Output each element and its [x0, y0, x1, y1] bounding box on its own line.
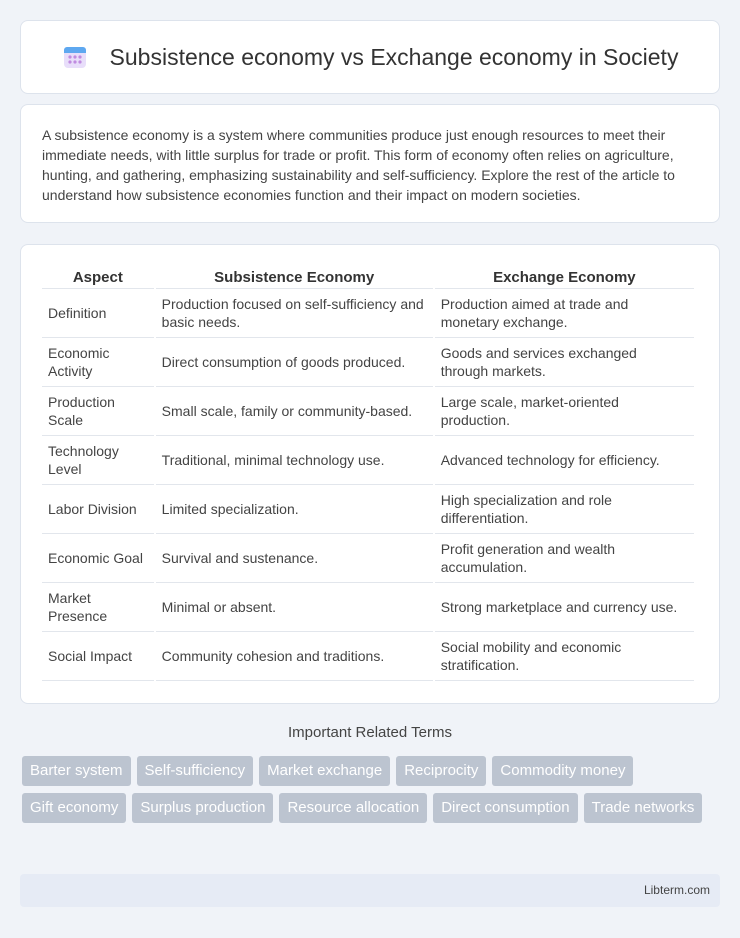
table-row: [42, 632, 694, 681]
exchange-cell: Social mobility and economic stratification.: [435, 632, 694, 681]
related-term-tag[interactable]: Reciprocity: [396, 756, 486, 786]
related-term-tag[interactable]: Self-sufficiency: [137, 756, 254, 786]
header-subsistence: Subsistence Economy: [156, 265, 433, 289]
subsistence-cell: Minimal or absent.: [156, 583, 433, 632]
table-row: [42, 289, 694, 338]
table-row: [42, 387, 694, 436]
table-row: [42, 534, 694, 583]
aspect-cell: Labor Division: [42, 485, 154, 534]
table-row: [42, 583, 694, 632]
exchange-cell: Production aimed at trade and monetary exchange.: [435, 289, 694, 338]
related-term-tag[interactable]: Market exchange: [259, 756, 390, 786]
exchange-cell: Advanced technology for efficiency.: [435, 436, 694, 485]
intro-card: [20, 104, 720, 223]
aspect-cell: Economic Goal: [42, 534, 154, 583]
subsistence-cell: Small scale, family or community-based.: [156, 387, 433, 436]
subsistence-cell: Survival and sustenance.: [156, 534, 433, 583]
related-terms-title: Important Related Terms: [288, 724, 452, 741]
aspect-cell: Social Impact: [42, 632, 154, 681]
related-term-tag[interactable]: Surplus production: [132, 793, 273, 823]
table-row: [42, 485, 694, 534]
aspect-cell: Economic Activity: [42, 338, 154, 387]
related-term-tag[interactable]: Direct consumption: [433, 793, 577, 823]
comparison-table: [40, 265, 696, 681]
subsistence-cell: Traditional, minimal technology use.: [156, 436, 433, 485]
header-aspect: Aspect: [42, 265, 154, 289]
aspect-cell: Production Scale: [42, 387, 154, 436]
related-term-tag[interactable]: Trade networks: [584, 793, 703, 823]
related-term-tag[interactable]: Resource allocation: [279, 793, 427, 823]
exchange-cell: Profit generation and wealth accumulation.: [435, 534, 694, 583]
header-exchange: Exchange Economy: [435, 265, 694, 289]
footer-site-link[interactable]: Libterm.com: [643, 883, 710, 897]
intro-paragraph: A subsistence economy is a system where communities produce just enough resources to meet their immediate needs, with little surplus for trade or profit. This form of economy often relies on agriculture, hunting, and gathering, emphasizing sustainability and self-sufficiency. Explore the rest of the article to understand how subsistence economies function and their impact on modern societies.: [42, 127, 675, 203]
exchange-cell: High specialization and role differentiation.: [435, 485, 694, 534]
footer: [20, 874, 720, 907]
table-header-row: [42, 265, 694, 289]
exchange-cell: Goods and services exchanged through markets.: [435, 338, 694, 387]
exchange-cell: Large scale, market-oriented production.: [435, 387, 694, 436]
page-title: Subsistence economy vs Exchange economy in Society: [109, 43, 679, 70]
aspect-cell: Technology Level: [42, 436, 154, 485]
table-row: [42, 436, 694, 485]
aspect-cell: Market Presence: [42, 583, 154, 632]
exchange-cell: Strong marketplace and currency use.: [435, 583, 694, 632]
table-row: [42, 338, 694, 387]
related-term-tag[interactable]: Commodity money: [492, 756, 633, 786]
subsistence-cell: Limited specialization.: [156, 485, 433, 534]
title-card: [20, 20, 720, 94]
related-term-tag[interactable]: Barter system: [22, 756, 131, 786]
comparison-card: [20, 244, 720, 704]
aspect-cell: Definition: [42, 289, 154, 338]
subsistence-cell: Production focused on self-sufficiency and basic needs.: [156, 289, 433, 338]
related-term-tag[interactable]: Gift economy: [22, 793, 126, 823]
related-terms-list: [22, 756, 722, 830]
subsistence-cell: Direct consumption of goods produced.: [156, 338, 433, 387]
calendar-icon: [62, 44, 88, 70]
subsistence-cell: Community cohesion and traditions.: [156, 632, 433, 681]
